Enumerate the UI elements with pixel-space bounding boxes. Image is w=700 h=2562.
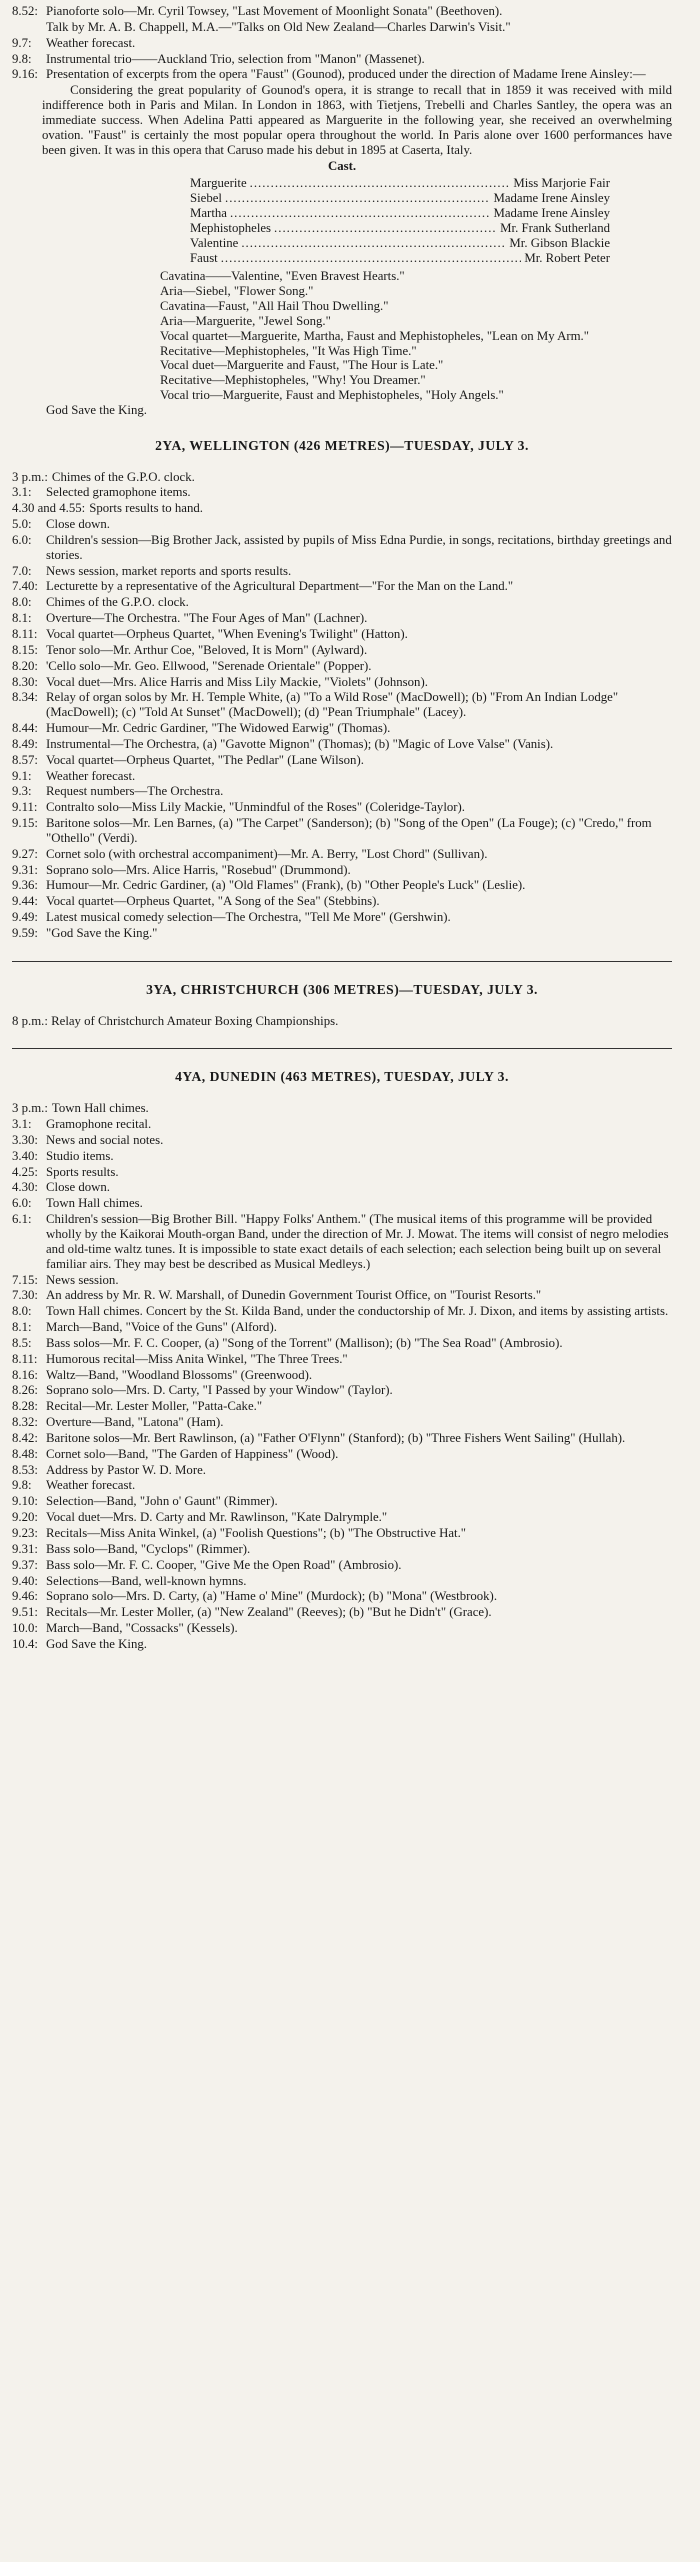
item-time: 9.27: — [12, 846, 38, 861]
item-text: Instrumental trio——Auckland Trio, selection from "Manon" (Massenet). — [46, 51, 425, 66]
programme-item — [12, 863, 672, 878]
cast-actor: Madame Irene Ainsley — [493, 191, 610, 206]
item-time: 9.51: — [12, 1605, 38, 1620]
programme-item — [12, 1320, 672, 1335]
programme-item — [12, 1542, 672, 1557]
item-text: Recitals—Mr. Lester Moller, (a) "New Zealand" (Reeves); (b) "But he Didn't" (Grace). — [46, 1605, 492, 1620]
item-text: Town Hall chimes. — [51, 1101, 149, 1116]
item-text: Instrumental—The Orchestra, (a) "Gavotte Mignon" (Thomas); (b) "Magic of Love Valse" (Vanis). — [46, 736, 554, 751]
item-text: Close down. — [46, 1180, 110, 1195]
programme-item — [12, 1212, 672, 1271]
programme-item — [12, 564, 672, 579]
programme-item — [12, 816, 672, 846]
item-text: Baritone solos—Mr. Bert Rawlinson, (a) "Father O'Flynn" (Stanford); (b) "Three Fishers Went Sailing" (Hullah). — [46, 1430, 626, 1445]
item-text: Recitals—Miss Anita Winkel, (a) "Foolish Questions"; (b) "The Obstructive Hat." — [46, 1526, 466, 1541]
cast-row — [190, 251, 610, 266]
item-time: 3 p.m.: — [12, 1101, 48, 1116]
programme-item — [12, 1431, 672, 1446]
item-time: 8.28: — [12, 1399, 38, 1414]
item-time: 9.1: — [12, 768, 32, 783]
programme-item — [12, 1558, 672, 1573]
dunedin-section — [12, 1101, 672, 1652]
cast-row — [190, 221, 610, 236]
item-time: 9.3: — [12, 784, 32, 799]
item-text: Sports results to hand. — [89, 501, 203, 516]
programme-item — [12, 1336, 672, 1351]
item-time: 7.30: — [12, 1288, 38, 1303]
item-time: 5.0: — [12, 517, 32, 532]
programme-item — [12, 595, 672, 610]
item-time: 9.49: — [12, 910, 38, 925]
item-text: Tenor solo—Mr. Arthur Coe, "Beloved, It is Morn" (Aylward). — [46, 642, 368, 657]
item-text: Relay of organ solos by Mr. H. Temple White, (a) "To a Wild Rose" (MacDowell); (b) "From An Indian Lodge" (MacDowell); (c) "Told At Sunset" (MacDowell); (d) "Pean Triumphale" (Lacey). — [46, 690, 619, 720]
item-time: 8.5: — [12, 1335, 32, 1350]
programme-item — [12, 1605, 672, 1620]
programme-item — [12, 926, 672, 941]
scene-line: Vocal quartet—Marguerite, Martha, Faust and Mephistopheles, "Lean on My Arm." — [160, 328, 589, 343]
item-time: 3 p.m.: — [12, 469, 48, 484]
item-time: 3.30: — [12, 1132, 38, 1147]
programme-item — [12, 1526, 672, 1541]
item-text: Soprano solo—Mrs. D. Carty, (a) "Hame o' Mine" (Murdock); (b) "Mona" (Westbrook). — [46, 1589, 498, 1604]
programme-item — [12, 769, 672, 784]
cast-actor: Mr. Gibson Blackie — [509, 235, 610, 250]
item-time: 9.11: — [12, 800, 38, 815]
dot-leader — [221, 251, 522, 266]
christchurch-line: 8 p.m.: Relay of Christchurch Amateur Boxing Championships. — [12, 1013, 339, 1028]
item-time: 4.30 and 4.55: — [12, 501, 86, 516]
cast-role: Martha — [190, 205, 227, 220]
item-text: Vocal duet—Mrs. Alice Harris and Miss Lily Mackie, "Violets" (Johnson). — [46, 674, 428, 689]
item-text: God Save the King. — [46, 1636, 147, 1651]
item-time: 8.52: — [12, 4, 38, 18]
item-text: Overture—Band, "Latona" (Ham). — [46, 1415, 224, 1430]
item-time: 6.0: — [12, 532, 32, 547]
item-time: 9.59: — [12, 926, 38, 941]
item-text: Sports results. — [46, 1164, 119, 1179]
item-text: March—Band, "Cossacks" (Kessels). — [46, 1621, 238, 1636]
wellington-heading: 2YA, WELLINGTON (426 METRES)—TUESDAY, JULY 3. — [155, 437, 529, 453]
cast-row — [190, 236, 610, 251]
item-time: 8.15: — [12, 642, 38, 657]
item-time: 6.0: — [12, 1196, 32, 1211]
item-time: 4.25: — [12, 1164, 38, 1179]
programme-item — [12, 627, 672, 642]
item-text: Chimes of the G.P.O. clock. — [51, 469, 195, 484]
cast-title: Cast. — [327, 159, 357, 174]
item-time: 9.40: — [12, 1573, 38, 1588]
item-time: 9.20: — [12, 1510, 38, 1525]
item-text: News session, market reports and sports results. — [46, 563, 292, 578]
item-text: Town Hall chimes. Concert by the St. Kilda Band, under the conductorship of Mr. J. Dixon, and items by assisting artists. — [46, 1304, 669, 1319]
item-time: 9.31: — [12, 862, 38, 877]
item-time: 8.11: — [12, 1351, 38, 1366]
item-text: Latest musical comedy selection—The Orchestra, "Tell Me More" (Gershwin). — [46, 910, 451, 925]
item-time: 8.0: — [12, 595, 32, 610]
cast-row — [190, 191, 610, 206]
item-text: Lecturette by a representative of the Agricultural Department—"For the Man on the Land." — [46, 579, 514, 594]
programme-item — [12, 1288, 672, 1303]
item-text: Overture—The Orchestra. "The Four Ages of Man" (Lachner). — [46, 611, 368, 626]
programme-item — [12, 1196, 672, 1211]
programme-item — [12, 847, 672, 862]
item-time: 8.34: — [12, 690, 38, 705]
item-text: News session. — [46, 1272, 119, 1287]
cast-row — [190, 176, 610, 191]
item-text: Close down. — [46, 517, 110, 532]
item-text: Address by Pastor W. D. More. — [46, 1462, 206, 1477]
dunedin-heading: 4YA, DUNEDIN (463 METRES), TUESDAY, JULY 3. — [175, 1069, 509, 1085]
programme-item — [12, 67, 672, 82]
item-time: 9.23: — [12, 1526, 38, 1541]
divider — [12, 961, 672, 962]
programme-item — [12, 1447, 672, 1462]
item-time: 8.11: — [12, 626, 38, 641]
programme-item — [12, 470, 672, 485]
item-time: 9.15: — [12, 816, 38, 831]
item-text: Vocal quartet—Orpheus Quartet, "A Song of the Sea" (Stebbins). — [46, 894, 380, 909]
item-time: 3.1: — [12, 1117, 32, 1132]
item-text: News and social notes. — [46, 1132, 164, 1147]
programme-item — [12, 1133, 672, 1148]
programme-item — [12, 1637, 672, 1652]
scene-line: Cavatina——Valentine, "Even Bravest Hearts." — [160, 269, 405, 284]
item-text: Selections—Band, well-known hymns. — [46, 1573, 247, 1588]
item-text: "God Save the King." — [46, 926, 158, 941]
item-text: Weather forecast. — [46, 35, 136, 50]
programme-item — [12, 1304, 672, 1319]
item-time: 9.10: — [12, 1494, 38, 1509]
programme-item — [12, 1478, 672, 1493]
item-time: 9.16: — [12, 67, 38, 82]
item-text: Talk by Mr. A. B. Chappell, M.A.—"Talks on Old New Zealand—Charles Darwin's Visit." — [46, 19, 511, 34]
cast-actor: Mr. Frank Sutherland — [500, 220, 610, 235]
programme-item — [12, 753, 672, 768]
auckland-continued-section — [12, 4, 672, 418]
programme-item — [12, 784, 672, 799]
programme-item — [12, 1273, 672, 1288]
programme-item — [12, 910, 672, 925]
item-time: 10.4: — [12, 1636, 38, 1651]
item-text: 'Cello solo—Mr. Geo. Ellwood, "Serenade Orientale" (Popper). — [46, 658, 372, 673]
item-time: 8.57: — [12, 752, 38, 767]
cast-row — [190, 206, 610, 221]
programme-item — [12, 36, 672, 51]
item-text: Children's session—Big Brother Jack, assisted by pupils of Miss Edna Purdie, in songs, recitations, birthday greetings and stories. — [46, 532, 672, 562]
programme-item — [12, 800, 672, 815]
dot-leader — [274, 221, 497, 236]
programme-item — [12, 1383, 672, 1398]
item-time: 9.44: — [12, 894, 38, 909]
dot-leader — [230, 206, 490, 221]
programme-item — [12, 611, 672, 626]
cast-role: Valentine — [190, 235, 239, 250]
item-text: Vocal quartet—Orpheus Quartet, "When Evening's Twilight" (Hatton). — [46, 626, 408, 641]
wellington-section — [12, 470, 672, 941]
item-time: 8.49: — [12, 736, 38, 751]
item-time: 8.0: — [12, 1304, 32, 1319]
item-text: An address by Mr. R. W. Marshall, of Dunedin Government Tourist Office, on "Tourist Resorts." — [46, 1288, 542, 1303]
item-text: Weather forecast. — [46, 1478, 136, 1493]
item-time: 9.7: — [12, 35, 32, 50]
dot-leader — [250, 176, 511, 191]
cast-actor: Miss Marjorie Fair — [513, 176, 610, 191]
item-text: March—Band, "Voice of the Guns" (Alford). — [46, 1320, 277, 1335]
item-text: Presentation of excerpts from the opera "Faust" (Gounod), produced under the direction of Madame Irene Ainsley:— — [46, 67, 646, 82]
item-text: Bass solo—Mr. F. C. Cooper, "Give Me the Open Road" (Ambrosio). — [46, 1557, 402, 1572]
programme-item — [12, 533, 672, 563]
item-time: 6.1: — [12, 1212, 32, 1227]
item-time: 9.36: — [12, 878, 38, 893]
cast-actor: Madame Irene Ainsley — [493, 205, 610, 220]
cast-role: Faust — [190, 250, 218, 265]
item-time: 8.32: — [12, 1415, 38, 1430]
programme-item — [12, 1149, 672, 1164]
item-text: Bass solos—Mr. F. C. Cooper, (a) "Song of the Torrent" (Mallison); (b) "The Sea Road" (Ambrosio). — [46, 1335, 563, 1350]
closing-text: God Save the King. — [46, 402, 147, 417]
item-text: Weather forecast. — [46, 768, 136, 783]
scene-line: Recitative—Mephistopheles, "Why! You Dreamer." — [160, 373, 426, 388]
item-text: Humour—Mr. Cedric Gardiner, "The Widowed Earwig" (Thomas). — [46, 721, 391, 736]
programme-item — [12, 1165, 672, 1180]
item-text: Cornet solo—Band, "The Garden of Happiness" (Wood). — [46, 1446, 339, 1461]
faust-note-paragraph: Considering the great popularity of Gounod's opera, it is strange to recall that in 1859 it was received with mild indifference both in Paris and Milan. In London in 1863, with Tietjens, Trebelli and Charles Santley, the opera was an immediate success. When Adelina Patti appeared as Marguerite in the following year, she received an overwhelming ovation. "Faust" is certainly the most popular opera throughout the world. In Paris alone over 1600 performances have been given. It was in this opera that Caruso made his debut in 1895 at Caserta, Italy. — [42, 83, 672, 157]
programme-item — [12, 1415, 672, 1430]
item-text: Contralto solo—Miss Lily Mackie, "Unmindful of the Roses" (Coleridge-Taylor). — [46, 800, 465, 815]
item-text: Vocal quartet—Orpheus Quartet, "The Pedlar" (Lane Wilson). — [46, 752, 364, 767]
item-text: Chimes of the G.P.O. clock. — [46, 595, 189, 610]
item-text: Gramophone recital. — [46, 1117, 152, 1132]
item-time: 3.40: — [12, 1148, 38, 1163]
programme-item — [12, 1589, 672, 1604]
item-text: Waltz—Band, "Woodland Blossoms" (Greenwood). — [46, 1367, 313, 1382]
item-text: Soprano solo—Mrs. Alice Harris, "Rosebud" (Drummond). — [46, 862, 351, 877]
programme-item — [12, 579, 672, 594]
item-time: 9.46: — [12, 1589, 38, 1604]
programme-item — [12, 1463, 672, 1478]
item-text: Pianoforte solo—Mr. Cyril Towsey, "Last Movement of Moonlight Sonata" (Beethoven). — [46, 4, 503, 18]
cast-role: Mephistopheles — [190, 220, 272, 235]
programme-item — [12, 1510, 672, 1525]
item-text: Selected gramophone items. — [46, 485, 191, 500]
programme-item — [12, 4, 672, 19]
item-time: 8.42: — [12, 1430, 38, 1445]
cast-actor: Mr. Robert Peter — [524, 250, 610, 265]
item-time: 8.16: — [12, 1367, 38, 1382]
item-text: Recital—Mr. Lester Moller, "Patta-Cake." — [46, 1399, 263, 1414]
divider — [12, 1048, 672, 1049]
item-text: Cornet solo (with orchestral accompaniment)—Mr. A. Berry, "Lost Chord" (Sullivan). — [46, 846, 488, 861]
item-time: 7.0: — [12, 563, 32, 578]
programme-item — [12, 643, 672, 658]
programme-item — [12, 878, 672, 893]
item-text: Request numbers—The Orchestra. — [46, 784, 224, 799]
item-time: 9.31: — [12, 1541, 38, 1556]
cast-role: Marguerite — [190, 176, 247, 191]
programme-item — [12, 1117, 672, 1132]
programme-item — [12, 1101, 672, 1116]
scene-line: Vocal trio—Marguerite, Faust and Mephistopheles, "Holy Angels." — [160, 388, 504, 403]
programme-item — [12, 1399, 672, 1414]
dot-leader — [241, 236, 506, 251]
item-time: 8.53: — [12, 1462, 38, 1477]
dot-leader — [225, 191, 490, 206]
programme-item — [12, 517, 672, 532]
item-text: Vocal duet—Mrs. D. Carty and Mr. Rawlinson, "Kate Dalrymple." — [46, 1510, 388, 1525]
programme-item — [12, 1494, 672, 1509]
programme-item — [12, 675, 672, 690]
item-time: 3.1: — [12, 485, 32, 500]
scene-line: Cavatina—Faust, "All Hail Thou Dwelling." — [160, 299, 389, 314]
item-time: 9.8: — [12, 1478, 32, 1493]
item-time: 8.48: — [12, 1446, 38, 1461]
programme-item — [12, 485, 672, 500]
item-time: 9.8: — [12, 51, 32, 66]
item-text: Bass solo—Band, "Cyclops" (Rimmer). — [46, 1541, 251, 1556]
christchurch-heading: 3YA, CHRISTCHURCH (306 METRES)—TUESDAY, JULY 3. — [146, 981, 538, 997]
programme-item — [12, 20, 672, 35]
item-time: 8.1: — [12, 1320, 32, 1335]
item-time: 9.37: — [12, 1557, 38, 1572]
item-text: Selection—Band, "John o' Gaunt" (Rimmer). — [46, 1494, 278, 1509]
programme-item — [12, 894, 672, 909]
item-time: 7.15: — [12, 1272, 38, 1287]
item-time: 8.26: — [12, 1383, 38, 1398]
cast-role: Siebel — [190, 191, 222, 206]
item-time: 8.44: — [12, 721, 38, 736]
item-text: Town Hall chimes. — [46, 1196, 143, 1211]
item-time — [12, 20, 46, 35]
item-time: 8.1: — [12, 611, 32, 626]
scene-line: Aria—Marguerite, "Jewel Song." — [160, 313, 331, 328]
programme-item — [12, 1574, 672, 1589]
programme-item — [12, 501, 672, 516]
programme-item — [12, 1352, 672, 1367]
item-time: 4.30: — [12, 1180, 38, 1195]
item-time: 7.40: — [12, 579, 38, 594]
item-text: Soprano solo—Mrs. D. Carty, "I Passed by your Window" (Taylor). — [46, 1383, 393, 1398]
item-text: Baritone solos—Mr. Len Barnes, (a) "The Carpet" (Sanderson); (b) "Song of the Open" (La Fouge); (c) "Credo," from "Othello" (Verdi). — [46, 816, 652, 845]
programme-item — [12, 52, 672, 67]
item-time: 8.30: — [12, 674, 38, 689]
programme-item — [12, 721, 672, 736]
item-text: Studio items. — [46, 1148, 114, 1163]
scene-line: Aria—Siebel, "Flower Song." — [160, 284, 314, 299]
item-time: 8.20: — [12, 658, 38, 673]
programme-item — [12, 690, 672, 720]
item-time: 10.0: — [12, 1621, 38, 1636]
programme-item — [12, 1180, 672, 1195]
programme-item — [12, 1621, 672, 1636]
programme-item — [12, 1368, 672, 1383]
programme-item — [12, 737, 672, 752]
closing-line — [12, 403, 672, 418]
item-text: Humorous recital—Miss Anita Winkel, "The Three Trees." — [46, 1351, 348, 1366]
item-text: Children's session—Big Brother Bill. "Happy Folks' Anthem." (The musical items of this programme will be provided wholly by the Kaikorai Mouth-organ Band, under the direction of Mr. J. Mowat. The items will consist of negro melodies and old-time waltz tunes. It is impossible to state exact details of each selection; each selection being built up on several familiar airs. They may best be described as Musical Medleys.) — [46, 1212, 669, 1271]
item-text: Humour—Mr. Cedric Gardiner, (a) "Old Flames" (Frank), (b) "Other People's Luck" (Leslie). — [46, 878, 526, 893]
programme-item — [12, 659, 672, 674]
scene-line: Recitative—Mephistopheles, "It Was High Time." — [160, 343, 417, 358]
scene-line: Vocal duet—Marguerite and Faust, "The Hour is Late." — [160, 358, 444, 373]
